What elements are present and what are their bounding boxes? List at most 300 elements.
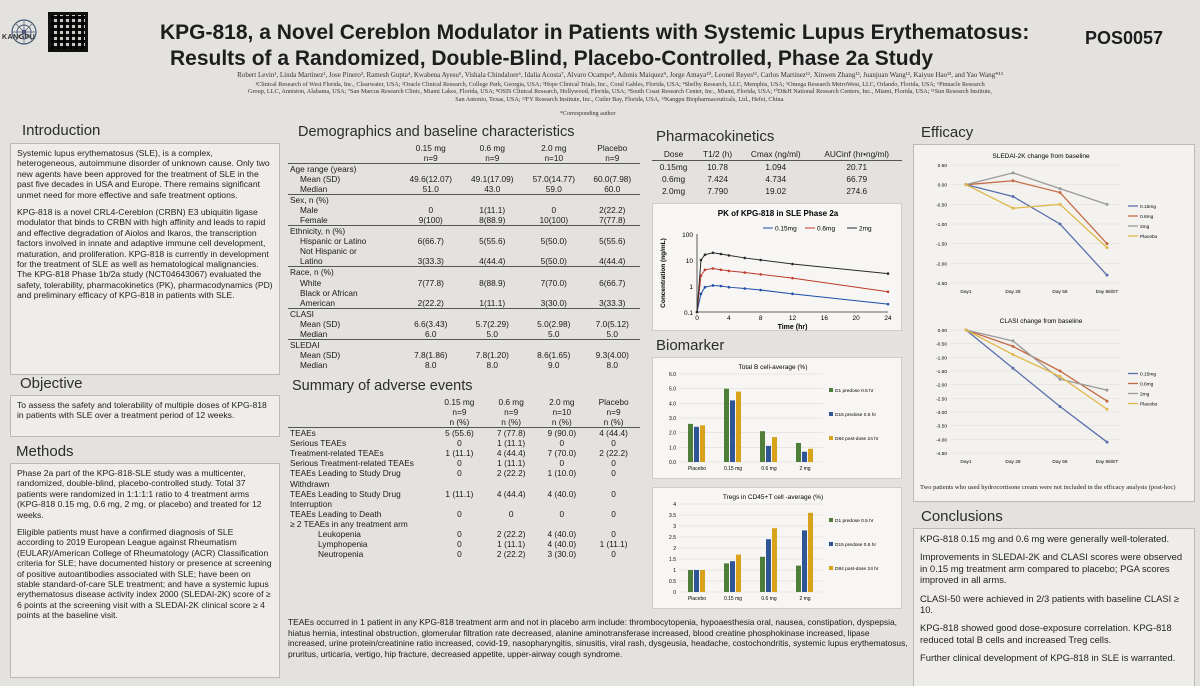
legend-label: D1 predose 0.5 hr	[835, 389, 874, 394]
table-cell: 0	[551, 205, 557, 216]
x-tick-label: Day 28	[1005, 290, 1021, 295]
header-cell: n (%)	[449, 417, 470, 428]
bar-D1 predose 0.5 hr	[760, 557, 765, 592]
legend-label: 0.15mg	[1140, 205, 1156, 210]
bar-D1 predose 0.5 hr	[796, 566, 801, 592]
affiliations-2: Group, LLC, Anniston, Alabama, USA; ⁷San Marcus Research Clinic, Miami Lakes, Florida, USA; ⁸OSIS Clinical Research, Hollywood, Florida, USA; ⁹South Coast Research Center, Inc., Miami, Florida, USA; ¹⁰D&H National Research Centers, Inc., Miami, Florida, USA; ¹¹Sun Research Institute,	[248, 88, 992, 96]
adverse-events-footnote: TEAEs occurred in 1 patient in any KPG-818 treatment arm and not in placebo arm include: thrombocytopenia, hypoaesthesia oral, nausea, constipation, dyspepsia, hiatus hernia, intestinal obstruction, glomerular filtration rate decreased, alanine aminotransferase increased, blood creatine phosphokinase increased, lipase increased, urine protein/creatinine ratio increased, covid-19, nasopharyngitis, sinusitis, viral rash, dysgeusia, headache, costochondritis, systemic lupus erythematosus, pruritus, urticaria, vertigo, hip fracture, decreased appetite, upper-airway cough syndrome.	[288, 617, 908, 659]
x-tick-label: Day 56	[1052, 290, 1068, 295]
header-cell: n=9	[606, 407, 621, 418]
table-cell	[400, 288, 462, 298]
header-cell	[288, 407, 433, 417]
conclusions-box	[913, 528, 1195, 686]
table-cell: 0	[457, 529, 462, 540]
clasi-chart-svg	[916, 312, 1192, 477]
header-cell: 0.15 mg	[444, 396, 475, 407]
adverse-events-title: Summary of adverse events	[292, 377, 473, 394]
data-point	[728, 286, 731, 289]
x-tick-label: 16	[820, 315, 828, 322]
y-tick-label: 2.5	[669, 535, 676, 541]
data-point	[791, 293, 794, 296]
data-point	[791, 263, 794, 266]
table-cell: 6.0	[424, 328, 437, 339]
row-label: Black or African	[300, 287, 358, 298]
table-cell: 0	[611, 438, 616, 449]
table-cell: 2 (22.2)	[496, 549, 526, 560]
data-point	[1012, 367, 1015, 370]
y-tick-label: -2.50	[936, 282, 947, 287]
row-label: TEAEs Leading to Study Drug	[290, 488, 401, 499]
x-tick-label: 8	[758, 315, 763, 322]
data-point	[700, 293, 703, 296]
table-cell: 0	[559, 458, 565, 469]
data-point	[712, 267, 715, 270]
legend-label: 2mg	[1140, 225, 1150, 230]
pk-table	[652, 148, 902, 197]
bar-D15 predose 0.5 hr	[730, 400, 735, 462]
row-label: Lymphopenia	[318, 539, 368, 550]
x-tick-label: 0	[695, 315, 699, 322]
table-cell: 9 (90.0)	[547, 428, 577, 439]
table-cell	[433, 519, 486, 529]
table-cell	[585, 164, 640, 175]
table-cell: 51.0	[422, 184, 439, 195]
bar-D15 predose 0.5 hr	[766, 446, 771, 462]
bar-D1 predose 0.5 hr	[688, 424, 693, 462]
conclusions-title: Conclusions	[921, 508, 1003, 525]
table-cell: 43.0	[484, 184, 501, 195]
legend-label: D84 post-dose 24 hr	[835, 437, 879, 442]
table-cell: 60.0(7.98)	[593, 174, 632, 185]
header-cell: n=10	[544, 153, 564, 164]
table-cell: 4 (40.0)	[547, 539, 577, 550]
table-cell	[462, 164, 524, 175]
y-tick-label: 100	[682, 232, 693, 239]
pk-cell: 10.78	[707, 162, 728, 172]
table-cell	[400, 226, 462, 237]
legend-swatch	[829, 518, 833, 522]
chart-title: Total B cell-average (%)	[738, 364, 808, 371]
y-tick-label: -4.50	[936, 452, 947, 457]
data-point	[743, 271, 746, 274]
bar-D15 predose 0.5 hr	[802, 452, 807, 462]
table-cell	[462, 226, 524, 237]
authors-names: Robert Levin¹, Linda Martinez², Jose Pinero³, Ramesh Gupta⁴, Kwabena Ayesu⁵, Vishala Chindalore⁶, Idalia Acosta⁷, Alvaro Ocampo⁸, Adonis Maiquez⁹, Jorge Amaya¹⁰, Leonel Reyes¹¹, Carlos Martinez¹², Xinwen Zhang¹³, Juanjuan Wang¹³, Kaiyue Hao¹³, and Yao Wang*¹³	[237, 71, 1003, 79]
conclusion-5: Further clinical development of KPG-818 in SLE is warranted.	[920, 652, 1176, 664]
column-left	[10, 122, 280, 678]
table-cell: 0	[508, 508, 514, 519]
series-line-0.15mg	[697, 285, 888, 312]
table-cell: 5.7(2.29)	[475, 318, 509, 329]
table-cell: 7 (77.8)	[496, 428, 526, 439]
legend-label: 2mg	[1140, 392, 1150, 398]
table-cell	[585, 267, 640, 278]
table-cell	[536, 479, 587, 489]
y-tick-label: 0.5	[669, 579, 676, 585]
x-tick-label: 0.6 mg	[761, 466, 777, 472]
table-cell: 49.6(12.07)	[409, 174, 452, 185]
table-cell	[433, 499, 486, 509]
x-tick-label: Day 28	[1005, 460, 1021, 465]
x-tick-label: 12	[788, 315, 797, 322]
data-point	[1059, 370, 1062, 373]
data-point	[1012, 195, 1015, 198]
table-row	[288, 308, 640, 319]
row-label: White	[300, 277, 322, 288]
row-label: SLEDAI	[288, 339, 400, 350]
row-label: Race, n (%)	[288, 267, 400, 278]
bar-D84 post-dose 24 hr	[772, 437, 777, 462]
x-tick-label: Day1	[960, 460, 972, 465]
x-tick-label: Day1	[960, 290, 972, 295]
table-cell	[523, 339, 585, 350]
table-cell	[400, 246, 462, 256]
y-tick-label: 3.0	[669, 416, 676, 422]
table-cell: 4(44.4)	[479, 256, 506, 267]
table-cell	[585, 246, 640, 256]
table-cell: 0	[611, 468, 616, 479]
table-row	[288, 519, 640, 529]
bar-D1 predose 0.5 hr	[688, 570, 693, 592]
legend-label: D1 predose 0.5 hr	[835, 519, 874, 524]
table-cell	[462, 288, 524, 298]
table-cell: 3(33.3)	[417, 256, 444, 267]
series-line-2mg	[697, 253, 888, 312]
table-cell: 3(33.3)	[599, 297, 626, 308]
table-cell: 1 (11.1)	[445, 488, 474, 499]
title-line-1: KPG-818, a Novel Cereblon Modulator in Patients with Systemic Lupus Erythematosus:	[160, 21, 1030, 44]
table-row	[288, 529, 640, 539]
x-tick-label: Day 85/ET	[1095, 460, 1119, 465]
table-cell	[486, 499, 537, 509]
header-cell: 0.15 mg	[415, 143, 446, 154]
x-tick-label: Day 56	[1052, 460, 1068, 465]
pk-header-cell: T1/2 (h)	[695, 148, 740, 161]
pk-cell: 66.79	[846, 174, 868, 184]
bar-D15 predose 0.5 hr	[694, 570, 699, 592]
poster-header	[0, 0, 1200, 122]
methods-title: Methods	[16, 443, 74, 460]
row-label: Hispanic or Latino	[300, 236, 367, 247]
row-label: Median	[300, 184, 328, 195]
table-cell	[400, 308, 462, 319]
row-label: Interruption	[290, 498, 332, 509]
table-cell: 0	[611, 458, 616, 469]
row-label: Leukopenia	[318, 529, 361, 540]
chart-title: CLASI change from baseline	[999, 318, 1083, 325]
objective-text: To assess the safety and tolerability of multiple doses of KPG-818 in patients with SLE over a treatment period of 12 weeks.	[17, 400, 267, 421]
data-point	[1106, 274, 1109, 277]
table-cell: 1 (10.0)	[547, 468, 577, 479]
table-cell: 4 (40.0)	[547, 529, 577, 540]
demographics-table	[288, 143, 640, 370]
table-cell: 0	[428, 205, 434, 216]
table-cell: 0	[611, 488, 616, 499]
row-label: Female	[300, 215, 328, 226]
conclusion-2: Improvements in SLEDAI-2K and CLASI scores were observed in 0.15 mg treatment arm compared to placebo; PGA scores improved in all arms.	[920, 551, 1183, 586]
legend-label: 0.15mg	[1140, 372, 1156, 378]
table-cell: 0	[457, 458, 462, 469]
table-cell: 9.3(4.00)	[595, 349, 629, 360]
legend-label: Placebo	[1140, 235, 1158, 240]
efficacy-note: Two patients who used hydrocortisone cream were not included in the efficacy analysis (post-hoc)	[920, 484, 1176, 491]
y-tick-label: -2.00	[936, 383, 947, 389]
table-cell	[400, 164, 462, 175]
bar-D84 post-dose 24 hr	[736, 555, 741, 592]
column-center	[288, 122, 644, 559]
row-label: Serious Treatment-related TEAEs	[290, 458, 414, 469]
row-label: Sex, n (%)	[288, 195, 400, 206]
table-row	[288, 256, 640, 267]
y-tick-label: 2	[673, 546, 676, 552]
table-cell: 7.8(1.20)	[475, 349, 509, 360]
data-point	[1059, 378, 1062, 381]
table-cell	[523, 195, 585, 206]
table-row	[288, 489, 640, 499]
data-point	[1059, 203, 1062, 206]
y-tick-label: 2.0	[669, 430, 676, 437]
data-point	[1106, 246, 1109, 249]
table-cell: 1 (11.1)	[497, 438, 526, 449]
table-row	[288, 288, 640, 298]
y-tick-label: -2.00	[936, 262, 947, 268]
table-cell: 4(44.4)	[599, 256, 626, 267]
introduction-p1: Systemic lupus erythematosus (SLE), is a complex, heterogeneous, autoimmune disorder of unknown cause. Only two new agents have been approved for the treatment of SLE in the past five decades in USA and Europe. There remains significant unmet need for more effective and safe treatment options.	[17, 148, 270, 200]
table-row	[288, 479, 640, 489]
table-cell: 2(22.2)	[599, 205, 626, 216]
pk-cell: 20.71	[846, 162, 868, 172]
table-cell	[523, 226, 585, 237]
header-cell: 0.6 mg	[479, 143, 505, 154]
conclusion-1: KPG-818 0.15 mg and 0.6 mg were generally well-tolerated.	[920, 533, 1170, 544]
table-cell: 5.0	[486, 328, 499, 339]
header-cell: n=9	[423, 153, 438, 164]
x-tick-label: 2 mg	[799, 466, 811, 472]
data-point	[965, 183, 968, 186]
table-row	[288, 329, 640, 340]
data-point	[696, 311, 699, 314]
x-tick-label: 0.15 mg	[723, 596, 743, 602]
ae-subheader-row-2	[288, 417, 640, 428]
data-point	[1012, 353, 1015, 356]
legend-swatch	[829, 542, 833, 546]
data-point	[712, 284, 715, 287]
y-tick-label: 3	[673, 524, 676, 530]
row-label: Treatment-related TEAEs	[290, 448, 384, 459]
table-cell	[486, 519, 537, 529]
table-cell	[585, 308, 640, 319]
header-cell: Placebo	[598, 396, 629, 407]
methods-p1: Phase 2a part of the KPG-818-SLE study was a multicenter, randomized, double-blind, placebo-controlled study. Total 37 patients were randomized in 1:1:1:1 ratio to 4 treatment arms (KPG-818 0.15 mg, 0.6 mg, 2 mg, or placebo) and treated for 12 weeks.	[17, 468, 262, 520]
y-tick-label: -3.00	[936, 411, 947, 416]
y-tick-label: 1	[689, 284, 693, 291]
row-label: Not Hispanic or	[300, 246, 357, 257]
table-cell	[523, 308, 585, 319]
data-point	[791, 277, 794, 280]
series-line-0.15mg	[966, 185, 1107, 275]
header-cell: 2.0 mg	[549, 396, 575, 407]
table-cell: 1(11.1)	[479, 297, 506, 308]
y-tick-label: 10	[685, 258, 693, 265]
header-cell	[288, 417, 433, 428]
data-point	[743, 287, 746, 290]
legend-swatch	[829, 388, 833, 392]
table-row	[288, 509, 640, 519]
table-cell: 0	[559, 508, 565, 519]
bar-D1 predose 0.5 hr	[724, 563, 729, 592]
row-label: Median	[300, 328, 328, 339]
row-label: CLASI	[288, 308, 400, 319]
ae-header-row	[288, 397, 640, 407]
y-tick-label: -4.00	[936, 438, 947, 444]
pk-cell: 19.02	[765, 186, 787, 196]
series-line-2mg	[966, 330, 1107, 390]
bar-D1 predose 0.5 hr	[724, 389, 729, 462]
objective-title: Objective	[16, 375, 87, 392]
table-cell: 4 (44.4)	[599, 428, 628, 439]
biomarker-title: Biomarker	[656, 337, 725, 354]
data-point	[759, 273, 762, 276]
series-line-2mg	[966, 173, 1107, 204]
x-tick-label: 0.6 mg	[761, 596, 777, 602]
table-cell: 6(66.7)	[599, 277, 626, 288]
x-tick-label: 4	[727, 315, 731, 322]
y-tick-label: 4	[673, 502, 676, 508]
table-row	[288, 298, 640, 309]
table-cell: 1 (11.1)	[445, 448, 474, 459]
bar-D84 post-dose 24 hr	[736, 392, 741, 462]
data-point	[759, 259, 762, 262]
table-cell: 1 (11.1)	[497, 539, 526, 550]
x-tick-label: 2 mg	[799, 596, 811, 602]
pk-header-cell: Cmax (ng/ml)	[740, 148, 811, 161]
poster-id: POS0057	[1085, 28, 1164, 48]
data-point	[720, 253, 723, 256]
header-cell: n (%)	[501, 417, 522, 428]
pk-header-cell: AUCinf (hr•ng/ml)	[811, 148, 902, 161]
legend-swatch	[829, 412, 833, 416]
table-cell: 0	[611, 529, 616, 540]
table-row	[288, 277, 640, 287]
table-cell	[462, 246, 524, 256]
legend-swatch	[829, 566, 833, 570]
table-cell: 0	[559, 438, 565, 449]
row-label: Ethnicity, n (%)	[288, 226, 400, 237]
table-cell: 5(50.0)	[540, 236, 567, 247]
table-cell: 0	[457, 549, 462, 560]
bar-D15 predose 0.5 hr	[766, 539, 771, 592]
series-line-0.6mg	[697, 269, 888, 312]
table-cell: 4 (40.0)	[547, 488, 577, 499]
legend-label: 0.6mg	[1140, 215, 1154, 220]
data-point	[1059, 223, 1062, 226]
chart-title: SLEDAI-2K change from baseline	[992, 153, 1090, 160]
bar-D84 post-dose 24 hr	[808, 513, 813, 592]
table-cell: 10(100)	[539, 215, 569, 226]
introduction-box	[10, 143, 280, 375]
bar-D1 predose 0.5 hr	[796, 443, 801, 462]
table-cell	[462, 308, 524, 319]
data-point	[1012, 179, 1015, 182]
pk-row	[652, 185, 902, 197]
header-cell	[288, 397, 433, 407]
table-cell: 59.0	[545, 184, 562, 195]
table-cell: 7(70.0)	[540, 277, 567, 288]
table-cell: 7(77.8)	[417, 277, 444, 288]
data-point	[1059, 375, 1062, 378]
header-cell	[288, 153, 400, 164]
data-point	[712, 251, 715, 254]
pk-cell: 1.094	[765, 162, 787, 172]
y-tick-label: 0.00	[937, 329, 947, 334]
pk-cell: 0.15mg	[659, 162, 688, 172]
x-axis-label: Time (hr)	[777, 324, 808, 331]
x-tick-label: Placebo	[687, 596, 707, 602]
legend-swatch	[829, 436, 833, 440]
series-line-0.15mg	[966, 330, 1107, 442]
row-label: Age range (years)	[288, 164, 400, 175]
bar-D15 predose 0.5 hr	[694, 427, 699, 462]
table-cell: 49.1(17.09)	[471, 174, 514, 185]
data-point	[1106, 242, 1109, 245]
methods-p2: Eligible patients must have a confirmed diagnosis of SLE according to 2019 European League against Rheumatism (EULAR)/American College of Rheumatology (ACR) Classification criteria for SLE; have documented history or presence at screening of positive autoantibodies associated with SLE; have been on stable standard-of-care SLE treatment; and have a systemic lupus erythematosus disease activity index 2000 (SLEDAI-2K) score of ≥ 6 points at the screening visit with a SLEDAI-2K clinical score ≥ 4 points at the baseline visit.	[17, 527, 272, 621]
table-row	[288, 438, 640, 448]
table-cell: 5(55.6)	[599, 236, 626, 247]
conclusion-4: KPG-818 showed good dose-exposure correlation. KPG-818 reduced total B cells and increased Treg cells.	[920, 622, 1172, 645]
row-label: American	[300, 297, 336, 308]
data-point	[704, 268, 707, 271]
table-cell	[462, 195, 524, 206]
table-cell: 3(30.0)	[540, 297, 567, 308]
table-cell: 0	[457, 539, 462, 550]
pk-cell: 7.790	[707, 186, 728, 196]
table-cell: 9(100)	[418, 215, 443, 226]
table-row	[288, 458, 640, 468]
table-cell: 8(88.9)	[479, 277, 506, 288]
table-cell	[585, 339, 640, 350]
y-tick-label: -2.50	[936, 397, 947, 403]
table-cell	[585, 195, 640, 206]
table-row	[288, 549, 640, 559]
y-tick-label: 0.1	[683, 310, 693, 317]
table-cell: 0	[457, 468, 462, 479]
chart-title: PK of KPG-818 in SLE Phase 2a	[717, 209, 839, 218]
affiliations-3: San Antonio, Texas, USA; ¹²FY Research Institute, Inc., Cutler Bay, Florida, USA, ¹³Kangpu Biopharmaceuticals, Ltd., Hefei, China.	[455, 95, 785, 103]
table-row	[288, 236, 640, 246]
table-cell: 0	[457, 438, 462, 449]
table-cell: 5(50.0)	[540, 256, 567, 267]
table-cell	[587, 479, 640, 489]
data-point	[1059, 191, 1062, 194]
data-point	[728, 254, 731, 257]
data-point	[965, 329, 968, 332]
data-point	[720, 268, 723, 271]
table-cell	[536, 499, 587, 509]
poster-title	[160, 20, 1060, 72]
table-row	[288, 195, 640, 206]
table-row	[288, 267, 640, 278]
column-right	[913, 122, 1195, 686]
y-tick-label: 0.50	[937, 164, 947, 169]
efficacy-title: Efficacy	[921, 124, 974, 141]
table-cell	[587, 499, 640, 509]
table-row	[288, 174, 640, 184]
table-cell	[523, 267, 585, 278]
table-cell: 7(77.8)	[599, 215, 626, 226]
row-label: Withdrawn	[290, 478, 330, 489]
header-cell: n=9	[452, 407, 467, 418]
objective-box	[10, 395, 280, 437]
